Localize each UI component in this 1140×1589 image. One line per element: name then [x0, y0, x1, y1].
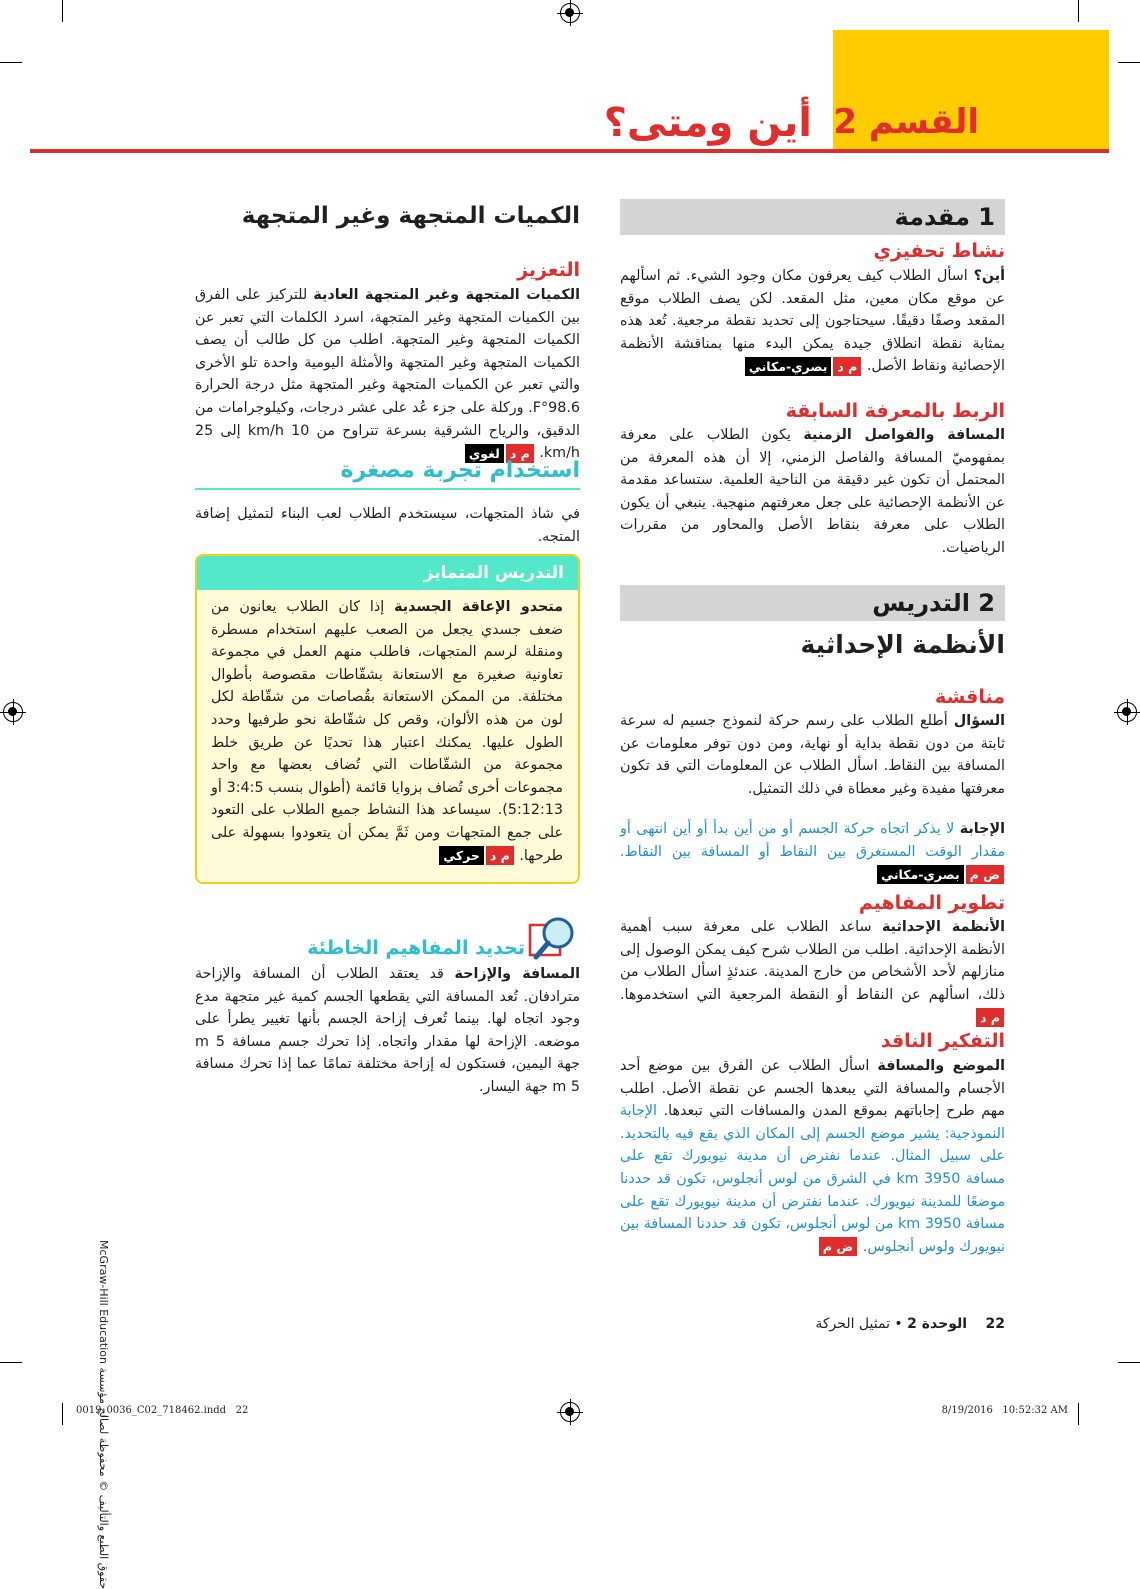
differentiated-bold: متحدو الإعاقة الجسدية	[394, 599, 563, 615]
develop-text: ساعد الطلاب على معرفة سبب أهمية الأنظمة الإحداثية. اطلب من الطلاب شرح كيف يمكن الوصول إلى منازلهم لأحد الأشخاص من خارج المدينة. عندئذٍ اسأل الطلاب من ذلك، اسألهم عن النقاط أو النقطة المرجعية التي استخدموها.	[620, 919, 1005, 1003]
registration-mark-icon	[1117, 702, 1137, 722]
answer-bold: الإجابة	[960, 821, 1005, 837]
file-slug: 0019_0036_C02_718462.indd 22	[76, 1405, 248, 1416]
level-tag: م د	[976, 1008, 1004, 1027]
answer-text: لا يذكر اتجاه حركة الجسم أو من أين بدأ أو أين انتهى أو مقدار الوقت المستغرق بين النقاط أو المسافة بين النقاط.	[620, 821, 1005, 860]
vectors-title: الكميات المتجهة وغير المتجهة	[195, 203, 580, 229]
discussion-heading: مناقشة	[620, 686, 1005, 708]
side-publisher: McGraw-Hill Education	[97, 1240, 110, 1364]
misconceptions-text: قد يعتقد الطلاب أن المسافة والإزاحة مترادفان. تُعد المسافة التي يقطعها الجسم كمية غير متجهة مدع وجود اتجاه لها. بينما تُعرف إزاحة الجسم بأنها تغيير يطرأ على موضعه. الإزاحة لها مقدار واتجاه. إذا تحرك جسم مسافة 5 m جهة اليمين، فستكون له إزاحة مختلفة تمامًا عما إذا تحرك مسافة 5 m جهة اليسار.	[195, 966, 580, 1095]
coordinate-systems-title: الأنظمة الإحداثية	[620, 630, 1005, 659]
chapter-label: الوحدة 2	[907, 1316, 967, 1332]
differentiated-paragraph	[211, 596, 563, 867]
differentiated-header: التدريس المتمايز	[197, 556, 578, 590]
critical-thinking-paragraph	[620, 1055, 1005, 1258]
critical-bold: الموضع والمسافة	[877, 1058, 1005, 1074]
critical-thinking-heading: التفكير الناقد	[620, 1030, 1005, 1052]
critical-text: اسأل الطلاب عن الفرق بين موضع أحد الأجسام والمسافة التي يبعدها الجسم عن نقطة الأصل. اطلب مهم طرح إجاباتهم بموقع المدن والمسافات التي تبعدها.	[620, 1058, 1005, 1119]
style-tag: بصري-مكاني	[877, 865, 963, 884]
style-tag: بصري-مكاني	[745, 357, 831, 376]
misconceptions-bold: المسافة والإزاحة	[455, 966, 580, 982]
reinforcement-heading: التعزيز	[195, 259, 580, 281]
critical-answer: الإجابة النموذجية: يشير موضع الجسم إلى المكان الذي يقع فيه بالتحديد. على سبيل المثال. عندما نفترض أن مدينة نيويورك تقع على مسافة 3950 km في الشرق من لوس أنجلوس، تكون قد حددنا موضعًا للمدينة نيويورك. عندما نفترض أن مدينة نيويورك تقع على مسافة 3950 km من لوس أنجلوس، تكون قد حددنا المسافة بين نيويورك ولوس أنجلوس.	[620, 1103, 1005, 1255]
print-date: 8/19/2016 10:52:32 AM	[942, 1405, 1068, 1416]
page-number: 22	[986, 1316, 1005, 1332]
crop-mark	[0, 62, 22, 63]
registration-mark-icon	[560, 3, 580, 23]
mini-lab-rule	[195, 488, 580, 490]
registration-mark-icon	[560, 1402, 580, 1422]
develop-bold: الأنظمة الإحداثية	[882, 919, 1005, 935]
page-title: أين ومتى؟	[604, 100, 812, 146]
develop-concepts-heading: تطوير المفاهيم	[620, 892, 1005, 914]
level-tag: م د	[486, 846, 514, 865]
warmup-paragraph	[620, 265, 1005, 378]
reinforcement-bold: الكميات المتجهة وغير المتجهة العادية	[313, 287, 580, 303]
header-rule	[30, 149, 1109, 153]
question-text: أطلع الطلاب على رسم حركة لنموذج جسيم له سرعة ثابتة من دون نقطة بداية أو نهاية، ومن دون توفر معلومات عن المسافة بين النقاط. اسأل الطلاب عن المعلومات التي قد تكون معرفتها مفيدة وغير معطاة في ذلك التمثيل.	[620, 713, 1005, 797]
reinforcement-paragraph	[195, 284, 580, 465]
level-tag: ض م	[966, 865, 1004, 884]
question-bold: السؤال	[954, 713, 1005, 729]
differentiated-text: إذا كان الطلاب يعانون من ضعف جسدي يجعل من الصعب عليهم استخدام مسطرة ومنقلة لرسم المتجهات، فاطلب منهم العمل في مجموعة تعاونية صغيرة مع الاستعانة بشقّاطات مقصوصة بأطوال مختلفة. من الممكن الاستعانة بقُصاصات من شقّاطة لكل لون من هذه الألوان، وقص كل شقّاطة نحو طرفيها وحدد الطول عليها. يمكنك اعتبار هذا تحديًا عن طريق خلط مجموعة من الشقّاطات التي تُضاف بعضها مع واحد مجموعات أخرى تُضاف بزوايا قائمة (أطوال بنسب 3:4:5 أو 5:12:13). سيساعد هذا النشاط جميع الطلاب على التعود على جمع المتجهات ومن ثَمَّ يمكن أن يتعودوا بسهولة على طرحها.	[211, 599, 563, 864]
chapter-topic: تمثيل الحركة	[815, 1316, 890, 1332]
misconceptions-heading: تحديد المفاهيم الخاطئة	[195, 937, 525, 959]
develop-concepts-paragraph	[620, 916, 1005, 1029]
footer-bullet: •	[890, 1316, 903, 1332]
misconceptions-paragraph	[195, 963, 580, 1099]
differentiated-box	[195, 554, 580, 884]
reinforcement-text: للتركيز على الفرق بين الكميات المتجهة وغير المتجهة، اسرد الكلمات التي تعبر عن الكميات المتجهة وغير المتجهة. اطلب من كل طالب أن يصف الكميات المتجهة وغير المتجهة والأمثلة اليومية واحدة تلو الأخرى والتي تعبر عن الكميات المتجهة وغير المتجهة مثل درجة الحرارة 98.6°F. وركلة على جزء عُد على عشر درجات، وكيلوجرامات من الدقيق، والرياح الشرقية بسرعة تتراوح من 10 km/h إلى 25 km/h.	[195, 287, 580, 461]
style-tag: حركي	[439, 846, 484, 865]
crop-mark	[1078, 0, 1079, 22]
crop-mark	[0, 1362, 22, 1363]
crop-mark	[1078, 1403, 1079, 1425]
section-teach-bar: 2 التدريس	[620, 585, 1005, 621]
crop-mark	[1118, 1362, 1140, 1363]
answer-paragraph	[620, 818, 1005, 886]
registration-mark-icon	[3, 702, 23, 722]
level-tag: م د	[506, 444, 534, 463]
level-tag: ض م	[819, 1237, 857, 1256]
section-intro-bar: 1 مقدمة	[620, 199, 1005, 235]
crop-mark	[62, 1403, 63, 1425]
prior-knowledge-heading: الربط بالمعرفة السابقة	[620, 400, 1005, 422]
warmup-bold: أين؟	[974, 268, 1005, 284]
crop-mark	[1118, 62, 1140, 63]
page-footer	[815, 1316, 1005, 1332]
prior-knowledge-paragraph	[620, 424, 1005, 560]
mini-lab-paragraph: في شاذ المتجهات، سيستخدم الطلاب لعب البناء لتمثيل إضافة المتجه.	[195, 503, 580, 548]
lesson-label: القسم 2	[833, 102, 979, 142]
crop-mark	[62, 0, 63, 22]
level-tag: م د	[833, 357, 861, 376]
warmup-heading: نشاط تحفيزي	[620, 240, 1005, 262]
warmup-text: اسأل الطلاب كيف يعرفون مكان وجود الشيء. ثم اسألهم عن موقع مكان معين، مثل المقعد. لكن يصف الطلاب موقع المقعد وصفًا دقيقًا. سيحتاجون إلى تحديد نقطة مرجعية. تُعد هذه بمثابة نقطة انطلاق جيدة يمكن البدء منها بمناقشة الأنظمة الإحصائية ونقاط الأصل.	[620, 268, 1005, 374]
style-tag: لغوي	[465, 444, 504, 463]
prior-text: يكون الطلاب على معرفة بمفهوميّ المسافة والفاصل الزمني، إلا أن هذه المعرفة من المحتمل أن تكون غير دقيقة من الناحية العلمية. ستساعد مقدمة عن الأنظمة الإحصائية على جعل معرفتهم منهجية. ينبغي أن يكون الطلاب على معرفة بنقاط الأصل والمحاور من مقررات الرياضيات.	[620, 427, 1005, 556]
prior-bold: المسافة والفواصل الزمنية	[803, 427, 1005, 443]
question-paragraph	[620, 710, 1005, 800]
lesson-label-box	[833, 30, 1109, 150]
magnifier-icon	[528, 913, 576, 961]
mini-lab-heading: استخدام تجربة مصغرة	[195, 458, 580, 483]
side-copyright: حقوق الطبع والتأليف © محفوظة لصالح مؤسسة	[97, 1368, 110, 1589]
